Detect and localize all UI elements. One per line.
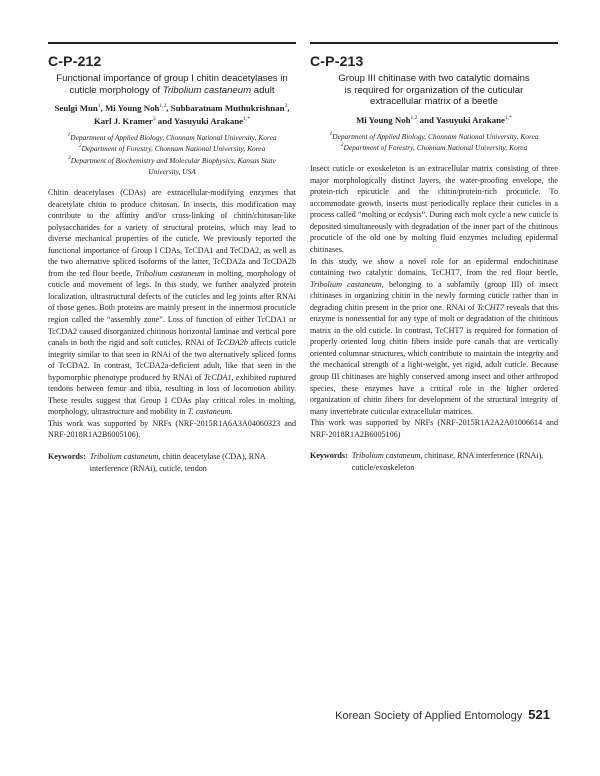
abstract-column-left [48,42,296,474]
abstract-title [48,73,296,96]
keywords [48,451,296,474]
affiliations [48,132,296,177]
author-list: Mi Young Noh$^{1,2}$ and Yasuyuki Arakane$^{1,*}$ [356,114,512,125]
abstract-body [310,163,558,440]
keywords-label: Keywords: [310,451,348,461]
keywords-text: Tribolium castaneum, chitinase, RNA interference (RNAi), cuticle/exoskeleton [351,451,544,472]
title-line: cuticle morphology of Tribolium castaneum adult [69,84,275,96]
title-line: Group III chitinase with two catalytic domains [338,73,530,84]
abstract-column-right [310,42,558,473]
affiliation: $^3$Department of Biochemistry and Molecular Biophysics, Kansas State [67,154,277,165]
affiliation: $^2$Department of Forestry, Chonnam National University, Korea [340,141,528,152]
abstract-paragraph: Chitin deacetylases (CDAs) are extracellular-modifying enzymes that deacetylate chitin to produce chitosan. In insects, this modification may contribute to the affinity and/or cross-linking of chitin/chitosan-like polysaccharides for a variety of structural proteins, which may lead to diverse mechanical properties of the cuticle. We previously reported the functional importance of Group I CDAs, TcCDA1 and TcCDA2, as well as the two alternative spliced isoforms of the latter, TcCDA2a and TcCDA2b from the red flour beetle, Tribolium castaneum in molting, morphology of cuticle and movement of legs. In this study, we further analyzed protein localization, ultrastructural defects of the cuticles and leg joints after RNAi of those genes. Both proteins are mainly present in the innermost procuticle region called the “assembly zone”. Loss of function of either TcCDA1 or TcCDA2 caused disorganized chitinous horizontal laminae and vertical pore canals in both the rigid and soft cuticles. RNAi of TcCDA2b affects cuticle integrity similar to that seen in RNAi of the two alternatively spliced forms of TcCDA2. In contrast, TcCDA2a-deficient adult, like that seen in the hypomorphic phenotype produced by RNAi of TcCDA1, exhibited ruptured tendons between femur and tibia, resulting in loss of locomotion ability. These results suggest that Group I CDAs play critical roles in molting, morphology, ultrastructure and mobility in T. castaneum. [48,188,297,417]
abstract-title [310,73,558,108]
abstract-paragraph: In this study, we show a novel role for an epidermal endochitinase containing two catalytic domains, TcCHT7, from the red flour beetle, Tribolium castaneum, belonging to a subfamily (group III) of insect chitinases in organizing chitin in the newly forming cuticle rather than in degrading chitin present in the prior one. RNAi of TcCHT7 reveals that this enzyme is nonessential for any type of molt or degradation of the chitinous matrix in the old cuticle. In contrast, TcCHT7 is required for formation of properly oriented long chitin fibers inside pore canals that are vertically oriented columnar structures, which contribute to maintain the integrity and the mechanical strength of a light-weight, yet rigid, adult cuticle. Because group III chitinases are highly conserved among insect and other arthropod species, these enzymes have a critical role in the higher ordered organization of chitin fibers for development of the structural integrity of many invertebrate cuticular extracellular matrices. [310,256,559,416]
keywords [310,450,558,473]
abstract-code: C-P-212 [48,53,102,69]
page-number: 521 [528,707,550,722]
page-footer [335,708,550,723]
affiliation: $^2$Department of Forestry, Chonnam National University, Korea [78,143,266,154]
affiliation: $^1$Department of Applied Biology, Chonnam National University, Korea [329,130,539,141]
keywords-text: Tribolium castaneum, chitin deacetylase (CDA), RNA interference (RNAi), cuticle, tendon [89,452,266,473]
affiliation: University, USA [148,166,196,176]
keywords-label: Keywords: [48,452,86,462]
author-list: Seulgi Mun$^1$, Mi Young Noh$^{1,2}$, Subbaratnam Muthukrishnan$^3$, Karl J. Kramer$^3$ and Yasuyuki Arakane$^{1,*}$ [54,103,290,127]
affiliations [310,131,558,153]
funding-note: This work was supported by NRFs (NRF-2015R1A6A3A04060323 and NRF-2018R1A2B6005106). [48,418,296,440]
abstract-paragraph: Insect cuticle or exoskeleton is an extracellular matrix consisting of three major morphologically distinct layers, the water-proofing envelope, the protein-rich epicuticle and the chitin/protein-rich procuticle. To accommodate growth, insects must periodically replace their cuticles in a process called “molting or ecdysis”. During each molt cycle a new cuticle is deposited simultaneously with degradation of the inner part of the chitinous procuticle of the old one by molting fluid enzymes including epidermal chitinases. [310,164,558,255]
abstract-body [48,187,296,441]
title-line: is required for organization of the cuticular [344,84,524,96]
funding-note: This work was supported by NRFs (NRF-2015R1A2A2A01006614 and NRF-2018R1A2B6005106) [310,418,558,439]
title-line: extracellular matrix of a beetle [370,96,498,108]
header-rule [310,42,558,44]
abstract-code: C-P-213 [310,53,364,69]
title-line: Functional importance of group I chitin deacetylases in [56,73,288,84]
header-rule [48,42,296,44]
affiliation: $^1$Department of Applied Biology, Chonnam National University, Korea [67,132,277,143]
society-name: Korean Society of Applied Entomology [335,710,523,722]
